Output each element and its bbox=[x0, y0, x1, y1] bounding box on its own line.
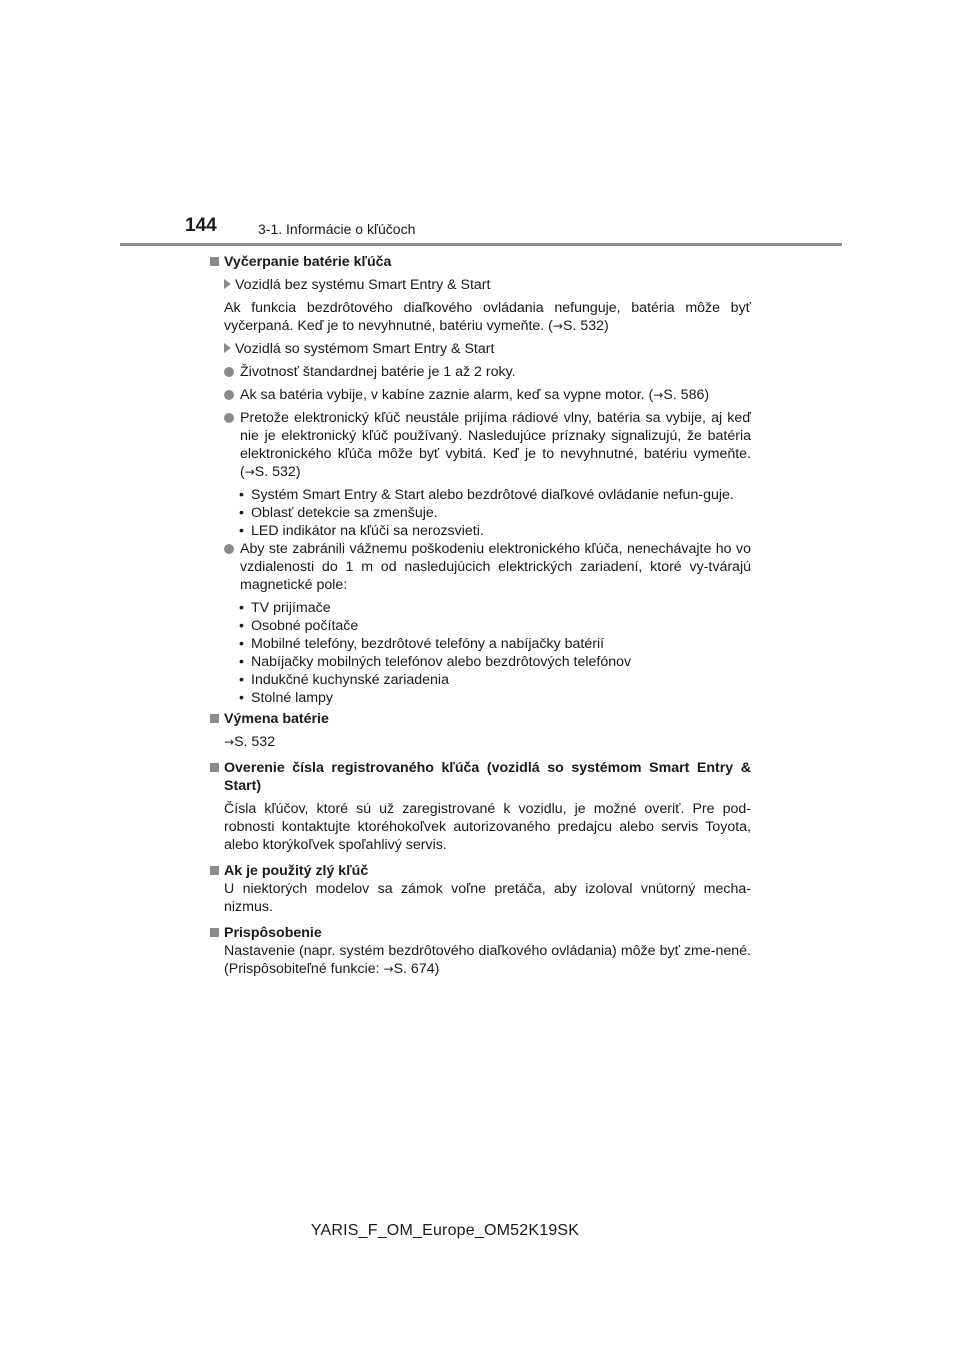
list-item: • Osobné počítače bbox=[239, 618, 359, 634]
subheading-with-smart-entry bbox=[210, 340, 751, 358]
list-item: • Oblasť detekcie sa zmenšuje. bbox=[239, 505, 438, 521]
subheading-text: Vozidlá so systémom Smart Entry & Start bbox=[235, 341, 495, 357]
bullet-item: Ak sa batéria vybije, v kabíne zaznie alarm, keď sa vypne motor. (→S. 586) bbox=[210, 386, 751, 404]
section-heading bbox=[210, 253, 751, 271]
bullet-dot-icon: • bbox=[239, 505, 244, 521]
bullet-dot-icon: • bbox=[239, 672, 244, 688]
section-title: 3-1. Informácie o kľúčoch bbox=[258, 221, 416, 237]
page-reference: S. 674) bbox=[393, 961, 440, 977]
arrow-icon: → bbox=[244, 465, 255, 479]
heading-text: Výmena batérie bbox=[224, 711, 329, 727]
arrow-icon: → bbox=[552, 319, 563, 333]
document-code: YARIS_F_OM_Europe_OM52K19SK bbox=[310, 1222, 580, 1239]
arrow-icon: → bbox=[224, 735, 235, 749]
heading-text: Prispôsobenie bbox=[224, 925, 322, 941]
list-item: • Indukčné kuchynské zariadenia bbox=[239, 672, 449, 688]
bullet-dot-icon: • bbox=[239, 523, 244, 539]
section-heading bbox=[210, 924, 751, 942]
list-item: • Systém Smart Entry & Start alebo bezdrôtové diaľkové ovládanie nefun-guje. bbox=[239, 487, 734, 503]
page-reference: S. 532) bbox=[254, 464, 301, 480]
page-reference: S. 532 bbox=[234, 734, 276, 750]
header-rule bbox=[120, 243, 842, 246]
list-item: • Mobilné telefóny, bezdrôtové telefóny a nabíjačky batérií bbox=[239, 636, 605, 652]
section-heading bbox=[210, 862, 751, 880]
section-heading bbox=[210, 710, 751, 728]
triangle-bullet-icon bbox=[224, 279, 231, 289]
paragraph: Nastavenie (napr. systém bezdrôtového diaľkového ovládania) môže byť zme-nené. (Prispôsobiteľné funkcie: →S. 674) bbox=[224, 943, 751, 977]
page-header bbox=[0, 0, 960, 250]
page-reference: S. 586) bbox=[663, 387, 710, 403]
bullet-dot-icon: • bbox=[239, 636, 244, 652]
bullet-dot-icon: • bbox=[239, 600, 244, 616]
arrow-icon: → bbox=[383, 962, 394, 976]
square-bullet-icon bbox=[210, 257, 219, 266]
section-battery-depletion bbox=[210, 253, 751, 707]
paragraph bbox=[210, 733, 751, 751]
square-bullet-icon bbox=[210, 714, 219, 723]
section-battery-replacement bbox=[210, 710, 751, 751]
bullet-dot-icon: • bbox=[239, 618, 244, 634]
device-list bbox=[210, 599, 751, 707]
arrow-icon: → bbox=[653, 388, 664, 402]
round-bullet-icon bbox=[224, 413, 234, 423]
bullet-item: Aby ste zabránili vážnemu poškodeniu elektronického kľúča, nenechávajte ho vo vzdialenosti do 1 m od nasledujúcich elektrických zariadení, ktoré vy-tvárajú magnetické pole: bbox=[210, 540, 751, 594]
bullet-item: Pretože elektronický kľúč neustále prijíma rádiové vlny, batéria sa vybije, aj keď nie je elektronický kľúč používaný. Nasledujúce príznaky signalizujú, že batéria elektronického kľúča môže byť vybitá. Keď je to nevyhnutné, batériu vymeňte. (→S. 532) bbox=[210, 409, 751, 481]
section-customization bbox=[210, 924, 751, 978]
list-item: • Stolné lampy bbox=[239, 690, 334, 706]
triangle-bullet-icon bbox=[224, 343, 231, 353]
page-number: 144 bbox=[185, 215, 217, 236]
round-bullet-icon bbox=[224, 544, 234, 554]
bullet-dot-icon: • bbox=[239, 487, 244, 503]
section-key-number-check bbox=[210, 759, 751, 854]
list-item: • TV prijímače bbox=[239, 600, 331, 616]
round-bullet-icon bbox=[224, 367, 234, 377]
bullet-dot-icon: • bbox=[239, 654, 244, 670]
subheading-text: Vozidlá bez systému Smart Entry & Start bbox=[235, 277, 491, 293]
paragraph: Ak funkcia bezdrôtového diaľkového ovládania nefunguje, batéria môže byť vyčerpaná. Keď je to nevyhnutné, batériu vymeňte. (→S. 532) bbox=[224, 300, 751, 334]
square-bullet-icon bbox=[210, 763, 219, 772]
paragraph: Čísla kľúčov, ktoré sú už zaregistrované k vozidlu, je možné overiť. Pre pod-robnosti kontaktujte ktoréhokoľvek autorizovaného predajcu alebo servis Toyota, alebo ktorýkoľvek spoľahlivý servis. bbox=[224, 801, 751, 853]
bullet-item: Životnosť štandardnej batérie je 1 až 2 roky. bbox=[210, 363, 751, 381]
page-footer bbox=[0, 1222, 960, 1240]
heading-text: Vyčerpanie batérie kľúča bbox=[224, 254, 392, 270]
heading-text: Overenie čísla registrovaného kľúča (vozidlá so systémom Smart Entry & Start) bbox=[224, 760, 751, 794]
symptom-list bbox=[210, 486, 751, 540]
list-item: • LED indikátor na kľúči sa nerozsvieti. bbox=[239, 523, 484, 539]
square-bullet-icon bbox=[210, 866, 219, 875]
section-heading bbox=[210, 759, 751, 795]
bullet-dot-icon: • bbox=[239, 690, 244, 706]
paragraph: U niektorých modelov sa zámok voľne pretáča, aby izoloval vnútorný mecha-nizmus. bbox=[224, 881, 751, 915]
subheading-without-smart-entry bbox=[210, 276, 751, 294]
round-bullet-icon bbox=[224, 390, 234, 400]
square-bullet-icon bbox=[210, 928, 219, 937]
page-content bbox=[210, 253, 751, 978]
page-reference: S. 532) bbox=[562, 318, 609, 334]
heading-text: Ak je použitý zlý kľúč bbox=[224, 863, 369, 879]
list-item: • Nabíjačky mobilných telefónov alebo bezdrôtových telefónov bbox=[239, 654, 632, 670]
section-wrong-key bbox=[210, 862, 751, 916]
